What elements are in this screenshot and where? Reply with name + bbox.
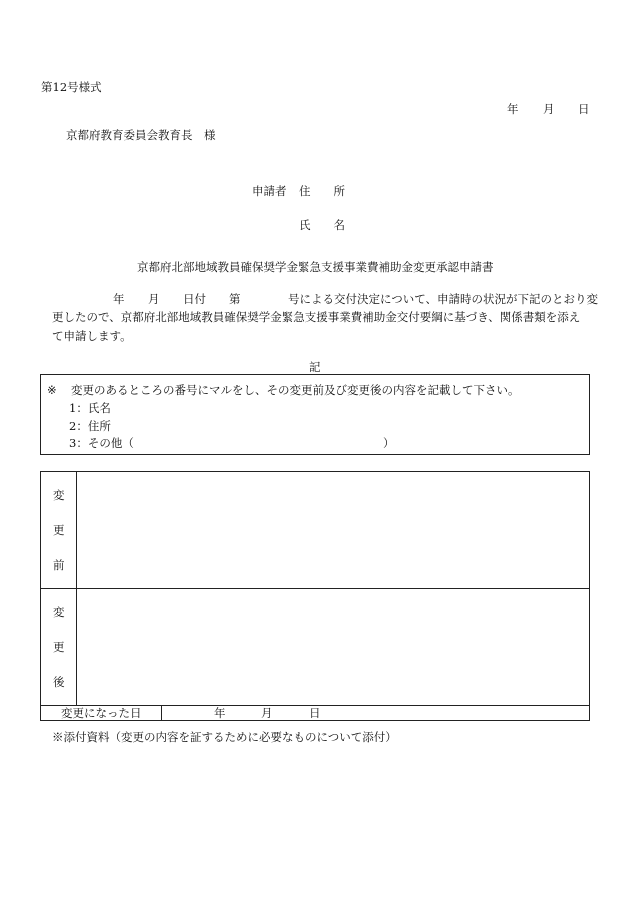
before-char-1: 変: [53, 488, 65, 502]
body-line3: て申請します。: [52, 329, 132, 343]
applicant-label: 申請者: [252, 184, 287, 198]
body-year: 年: [113, 292, 125, 306]
body-day-attached: 日付: [183, 292, 206, 306]
changed-date-month: 月: [261, 706, 273, 720]
ki-label: 記: [309, 360, 321, 374]
before-after-divider: [41, 588, 589, 589]
document-title: 京都府北部地域教員確保奨学金緊急支援事業費補助金変更承認申請書: [137, 260, 494, 274]
attachment-note: ※添付資料（変更の内容を証するために必要なものについて添付）: [52, 730, 397, 744]
after-char-2: 更: [53, 640, 65, 654]
change-table: [40, 471, 590, 721]
changed-date-label: 変更になった日: [61, 706, 142, 720]
notice-mark: ※: [47, 383, 57, 397]
applicant-name-label: 氏 名: [299, 218, 345, 232]
notice-close-paren: ）: [383, 436, 395, 450]
notice-option-1: 1：氏名: [69, 401, 111, 415]
date-header-month: 月: [543, 102, 555, 116]
changed-date-year: 年: [214, 706, 226, 720]
body-number-prefix: 第: [229, 292, 241, 306]
notice-text: 変更のあるところの番号にマルをし、その変更前及び変更後の内容を記載して下さい。: [71, 383, 520, 397]
notice-option-2: 2：住所: [69, 419, 111, 433]
before-char-2: 更: [53, 523, 65, 537]
notice-box: [40, 374, 590, 455]
addressee: 京都府教育委員会教育長 様: [66, 128, 216, 142]
body-line1-rest: 号による交付決定について、申請時の状況が下記のとおり変: [288, 292, 599, 306]
form-number: 第12号様式: [41, 80, 102, 94]
applicant-address-label: 住 所: [299, 184, 345, 198]
notice-option-3: 3：その他（: [69, 436, 134, 450]
before-char-3: 前: [53, 558, 65, 572]
changed-date-day: 日: [309, 706, 321, 720]
date-row-vertical-divider: [161, 705, 162, 721]
date-header-day: 日: [578, 102, 590, 116]
body-month: 月: [148, 292, 160, 306]
date-header-year: 年: [507, 102, 519, 116]
body-line2: 更したので、京都府北部地域教員確保奨学金緊急支援事業費補助金交付要綱に基づき、関係書類を添え: [52, 310, 581, 324]
after-char-1: 変: [53, 605, 65, 619]
after-char-3: 後: [53, 675, 65, 689]
